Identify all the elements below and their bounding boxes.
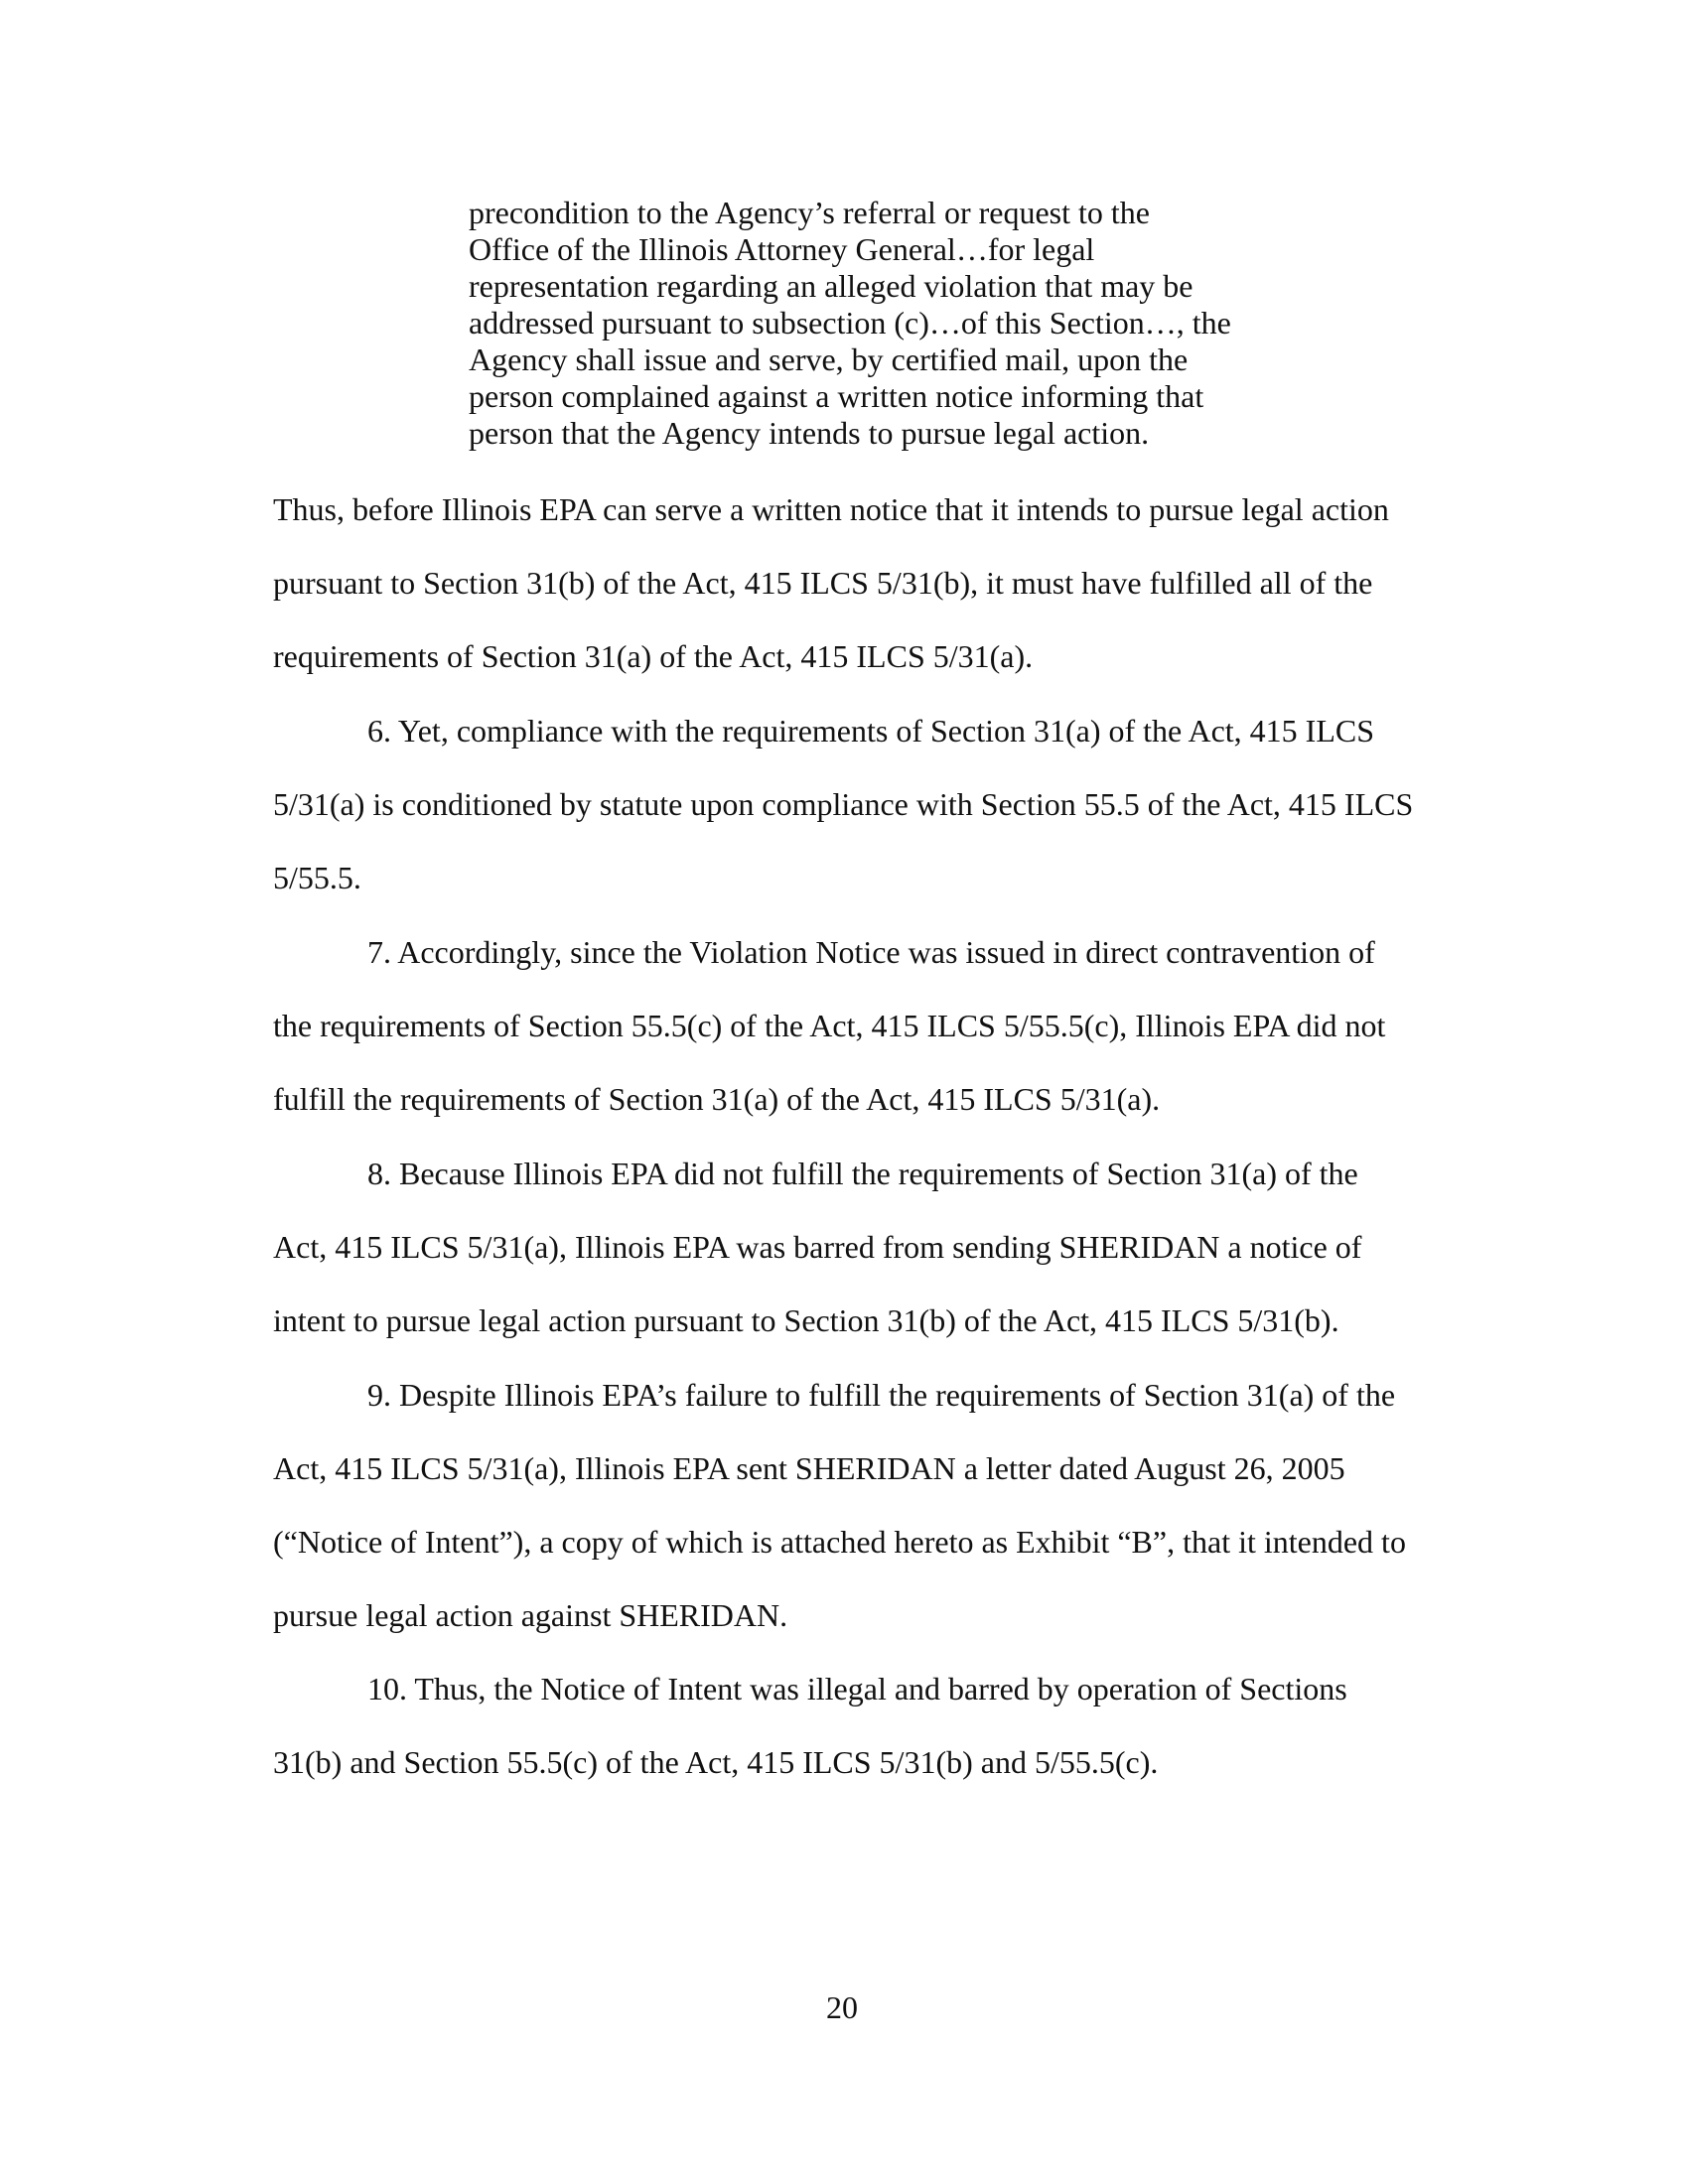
paragraph-6 [273,694,1445,914]
paragraph-line: Act, 415 ILCS 5/31(a), Illinois EPA sent SHERIDAN a letter dated August 26, 2005 [273,1450,1345,1486]
block-quote [469,195,1283,452]
paragraph-line: 5/55.5. [273,860,361,895]
paragraph-line: 9. Despite Illinois EPA’s failure to fulfill the requirements of Section 31(a) of the [367,1377,1396,1413]
block-quote-line: addressed pursuant to subsection (c)…of this Section…, the [469,305,1231,341]
paragraph-thus [273,473,1445,693]
paragraph-line: requirements of Section 31(a) of the Act, 415 ILCS 5/31(a). [273,638,1034,674]
paragraph-line: 5/31(a) is conditioned by statute upon compliance with Section 55.5 of the Act, 415 ILCS [273,786,1414,822]
block-quote-line: Office of the Illinois Attorney General…for legal [469,231,1095,267]
block-quote-line: representation regarding an alleged violation that may be [469,268,1193,304]
paragraph-line: 7. Accordingly, since the Violation Notice was issued in direct contravention of [367,934,1375,970]
block-quote-line: person that the Agency intends to pursue legal action. [469,415,1150,451]
paragraph-line: fulfill the requirements of Section 31(a) of the Act, 415 ILCS 5/31(a). [273,1081,1161,1117]
paragraph-line: pursuant to Section 31(b) of the Act, 415 ILCS 5/31(b), it must have fulfilled all of the [273,565,1373,601]
block-quote-line: person complained against a written notice informing that [469,378,1204,414]
block-quote-line: Agency shall issue and serve, by certified mail, upon the [469,341,1189,377]
paragraph-10 [273,1652,1445,1799]
paragraph-line: the requirements of Section 55.5(c) of the Act, 415 ILCS 5/55.5(c), Illinois EPA did not [273,1008,1386,1043]
paragraph-line: pursue legal action against SHERIDAN. [273,1597,788,1633]
block-quote-line: precondition to the Agency’s referral or request to the [469,195,1150,230]
paragraph-line: 6. Yet, compliance with the requirements of Section 31(a) of the Act, 415 ILCS [367,713,1375,749]
paragraph-7 [273,915,1445,1136]
paragraph-line: (“Notice of Intent”), a copy of which is attached hereto as Exhibit “B”, that it intended to [273,1524,1406,1560]
page-number: 20 [826,1989,858,2025]
paragraph-line: intent to pursue legal action pursuant to Section 31(b) of the Act, 415 ILCS 5/31(b). [273,1302,1339,1338]
paragraph-line: 31(b) and Section 55.5(c) of the Act, 415 ILCS 5/31(b) and 5/55.5(c). [273,1744,1159,1780]
paragraph-line: 10. Thus, the Notice of Intent was illegal and barred by operation of Sections [367,1671,1347,1706]
paragraph-line: Thus, before Illinois EPA can serve a written notice that it intends to pursue legal action [273,491,1389,527]
paragraph-line: 8. Because Illinois EPA did not fulfill the requirements of Section 31(a) of the [367,1156,1358,1191]
paragraph-9 [273,1358,1445,1652]
paragraph-8 [273,1137,1445,1357]
paragraph-line: Act, 415 ILCS 5/31(a), Illinois EPA was barred from sending SHERIDAN a notice of [273,1229,1362,1265]
